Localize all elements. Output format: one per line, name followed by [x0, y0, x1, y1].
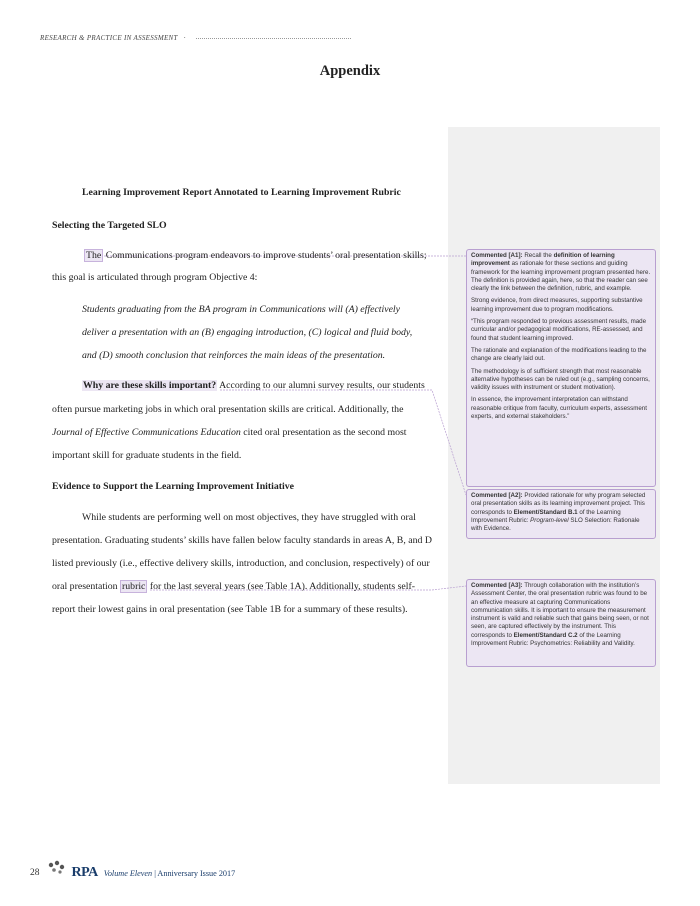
report-title: Learning Improvement Report Annotated to Learning Improvement Rubric [82, 187, 401, 198]
running-head-rule [196, 38, 351, 39]
para2-line3: Journal of Effective Communications Education cited oral presentation as the second most [52, 427, 407, 438]
highlight-the[interactable]: The [86, 250, 102, 261]
para1-line1: The Communications program endeavors to improve students’ oral presentation skills; [86, 250, 427, 261]
para1-line2: this goal is articulated through program Objective 4: [52, 272, 258, 283]
para3-line5: report their lowest gains in oral presentation (see Table 1B for a summary of these results). [52, 604, 408, 615]
comment-a1-p4: The rationale and explanation of the modifications leading to the change are clearly laid out. [471, 346, 647, 363]
rpa-logo-icon [46, 860, 66, 886]
highlight-question[interactable]: Why are these skills important? [83, 380, 217, 391]
comment-a1-p3: “This program responded to previous assessment results, made curricular and/or pedagogical modifications, RE-assessed, and found that student learning improved. [471, 318, 647, 342]
para2-line2: often pursue marketing jobs in which oral presentation skills are critical. Additionally, the [52, 404, 404, 415]
comment-a2[interactable]: Commented [A2]: Provided rationale for why program selected oral presentation skills as its learning improvement project. This corresponds to Element/Standard B.1 of the Learning Improvement Rubric: Program-level SLO Selection: Rationale with Evidence. [466, 489, 656, 539]
para3-line2: presentation. Graduating students’ skills have fallen below faculty standards in areas A, B, and D [52, 535, 432, 546]
page-title: Appendix [319, 63, 381, 79]
comment-a1[interactable]: Commented [A1]: Recall the definition of learning improvement as rationale for these sections and guiding framework for the learning improvement program presented here. The definition is provided again, here, so that the reader can see clearly the link between the definition, rubric, and example. Strong evidence, from direct measures, supporting substantive learning improvement due to program modifications. “This program responded to previous assessment results, made curricular and/or pedagogical modifications, RE-assessed, and found that student learning improved. The rationale and explanation of the modifications leading to the change are clearly laid out. The methodology is of sufficient strength that most reasonable alternative hypotheses can be ruled out (e.g., sampling concerns, validity issues with instrument or student motivation). In essence, the improvement interpretation can withstand reasonable critique from faculty, curriculum experts, assessment experts, and external stakeholders.” [466, 249, 656, 487]
running-head: RESEARCH & PRACTICE IN ASSESSMENT · [40, 34, 351, 42]
journal-title: Journal of Effective Communications Education [52, 427, 241, 438]
logo-text: RPA [71, 865, 98, 880]
comment-a1-p6: In essence, the improvement interpretation can withstand reasonable critique from faculty, curriculum experts, assessment experts, and external stakeholders.” [471, 396, 647, 421]
para3-line4: oral presentation rubric for the last several years (see Table 1A). Additionally, students self- [52, 581, 415, 592]
quote-line1: Students graduating from the BA program in Communications will (A) effectively [82, 304, 401, 315]
comment-a2-tag: Commented [A2]: [471, 492, 523, 499]
page-number: 28 [30, 868, 40, 878]
comment-a1-tag: Commented [A1]: [471, 252, 523, 259]
para3-line3: listed previously (i.e., effective delivery skills, introduction, and conclusion, respectively) of our [52, 558, 430, 569]
comment-a1-p2: Strong evidence, from direct measures, supporting substantive learning improvement due to program modifications. [471, 297, 643, 313]
footer-caption: Volume Eleven | Anniversary Issue 2017 [103, 868, 236, 878]
comment-a3[interactable]: Commented [A3]: Through collaboration with the institution’s Assessment Center, the oral presentation rubric was found to be an effective measure at capturing Communications communication skills. It is important to ensure the measurement instrument is valid and reliable such that gains being seen, or not seen, are captured effectively by the instrument. This corresponds to Element/Standard C.2 of the Learning Improvement Rubric: Psychometrics: Reliability and Validity. [466, 579, 656, 667]
section-heading-selecting-slo: Selecting the Targeted SLO [52, 220, 167, 231]
quote-line3: and (D) smooth conclusion that reinforces the main ideas of the presentation. [82, 350, 386, 361]
highlight-rubric[interactable]: rubric [122, 581, 146, 592]
para3-line1: While students are performing well on most objectives, they have struggled with oral [82, 512, 416, 523]
para2-line1: Why are these skills important? According to our alumni survey results, our students [83, 380, 425, 391]
running-head-text: RESEARCH & PRACTICE IN ASSESSMENT [40, 34, 178, 42]
quote-line2: deliver a presentation with an (B) engaging introduction, (C) logical and fluid body, [82, 327, 413, 338]
comment-a1-p5: The methodology is of sufficient strength that most reasonable alternative hypotheses can be ruled out (e.g., sampling concerns, validity issues with instrument or student motivation). [471, 367, 650, 392]
footer [30, 860, 235, 886]
para2-line4: important skill for graduate students in the field. [52, 450, 242, 461]
comment-a3-tag: Commented [A3]: [471, 582, 523, 589]
section-heading-evidence: Evidence to Support the Learning Improvement Initiative [52, 481, 295, 492]
